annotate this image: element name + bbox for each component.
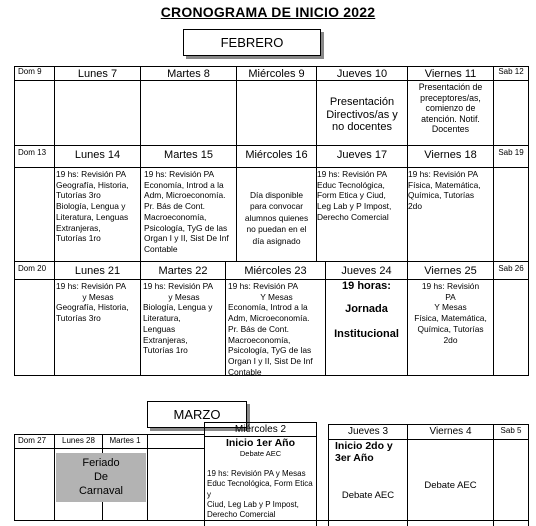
week1-jueves-event: Presentación Directivos/as y no docentes xyxy=(326,96,398,133)
week3-day-jueves: Jueves 24 xyxy=(341,265,392,277)
week2-jueves-event: 19 hs: Revisión PA Educ Tecnológica, Form Etica y Ciud, Leg Lab y P Impost, Derecho Comercial xyxy=(317,169,392,222)
week3-day-sab: Sab 26 xyxy=(498,264,524,273)
week2-miercoles-event: Día disponible para convocar alumnos quienes no puedan en el día asignado xyxy=(244,190,309,246)
week2-day-miercoles: Miércoles 16 xyxy=(245,149,308,161)
week2-day-martes: Martes 15 xyxy=(164,149,213,161)
march-day-miercoles: Miércoles 2 xyxy=(234,424,287,435)
week1-day-dom: Dom 9 xyxy=(18,67,42,76)
week3-martes-event: 19 hs: Revisión PA y Mesas Biología, Lengua y Literatura, Lenguas Extranjeras, Tutorías 1ro xyxy=(143,281,214,356)
month-label-february: FEBRERO xyxy=(183,29,321,56)
week2-martes-event: 19 hs: Revisión PA Economía, Introd a la Adm, Microeconomía. Pr. Bás de Cont. Macroeconomía, Psicología, TyG de las Organ I y II, Sist De Inf Contable xyxy=(144,169,229,254)
week3-day-viernes: Viernes 25 xyxy=(424,265,477,277)
march-jueves-event: Inicio 2do y 3er Año Debate AEC xyxy=(335,440,395,501)
march-day-jueves: Jueves 3 xyxy=(347,426,389,437)
month-label-march: MARZO xyxy=(147,401,247,428)
week2-day-lunes: Lunes 14 xyxy=(74,149,121,161)
week2-day-sab: Sab 19 xyxy=(498,148,524,157)
week2-lunes-event: 19 hs: Revisión PA Geografía, Historia, Tutorías 3ro Biología, Lengua y Literatura, Lenguas Extranjeras, Tutorías 1ro xyxy=(56,169,129,244)
week2-day-jueves: Jueves 17 xyxy=(336,149,388,161)
week3-jueves-event: 19 horas: Jornada Institucional xyxy=(334,281,399,340)
march-viernes-event: Debate AEC xyxy=(424,480,477,491)
march-miercoles-event: Inicio 1er Año Debate AEC 19 hs: Revisión PA y Mesas Educ Tecnológica, Form Etica y Ciud, Leg Lab y P Impost, Derecho Comercial xyxy=(207,437,313,517)
march-day-sab: Sab 5 xyxy=(500,426,522,435)
week3-day-dom: Dom 20 xyxy=(18,264,47,273)
week2-viernes-event: 19 hs: Revisión PA Física, Matemática, Química, Tutorías 2do xyxy=(408,169,481,212)
week3-viernes-event: 19 hs: Revisión PA Y Mesas Física, Matemática, Química, Tutorías 2do xyxy=(414,281,487,345)
week1-day-miercoles: Miércoles 9 xyxy=(248,68,305,80)
page-title: CRONOGRAMA DE INICIO 2022 xyxy=(160,4,376,20)
week1-day-sab: Sab 12 xyxy=(498,67,524,76)
week1-viernes-event: Presentación de preceptores/as, comienzo de atención. Notif. Docentes xyxy=(418,82,483,135)
week1-day-martes: Martes 8 xyxy=(167,68,210,80)
week1-day-lunes: Lunes 7 xyxy=(77,68,118,80)
week2-day-viernes: Viernes 18 xyxy=(424,149,477,161)
march-day-dom: Dom 27 xyxy=(18,436,47,445)
week3-lunes-event: 19 hs: Revisión PA y Mesas Geografía, Historia, Tutorías 3ro xyxy=(56,281,129,324)
march-day-lunes: Lunes 28 xyxy=(62,436,95,445)
march-day-martes: Martes 1 xyxy=(109,436,141,445)
week3-day-martes: Martes 22 xyxy=(158,265,208,277)
carnaval-holiday: Feriado De Carnaval xyxy=(56,453,146,502)
march-day-viernes: Viernes 4 xyxy=(429,426,472,437)
week2-day-dom: Dom 13 xyxy=(18,148,47,157)
week3-miercoles-event: 19 hs: Revisión PA Y Mesas Economía, Introd a la Adm, Microeconomía. Pr. Bás de Cont. Macroeconomía, Psicología, TyG de las Organ I y II, Sist De Inf Contable xyxy=(228,281,313,375)
week1-day-viernes: Viernes 11 xyxy=(424,68,477,80)
week3-day-miercoles: Miércoles 23 xyxy=(244,265,307,277)
week1-day-jueves: Jueves 10 xyxy=(336,68,388,80)
week3-day-lunes: Lunes 21 xyxy=(74,265,121,277)
